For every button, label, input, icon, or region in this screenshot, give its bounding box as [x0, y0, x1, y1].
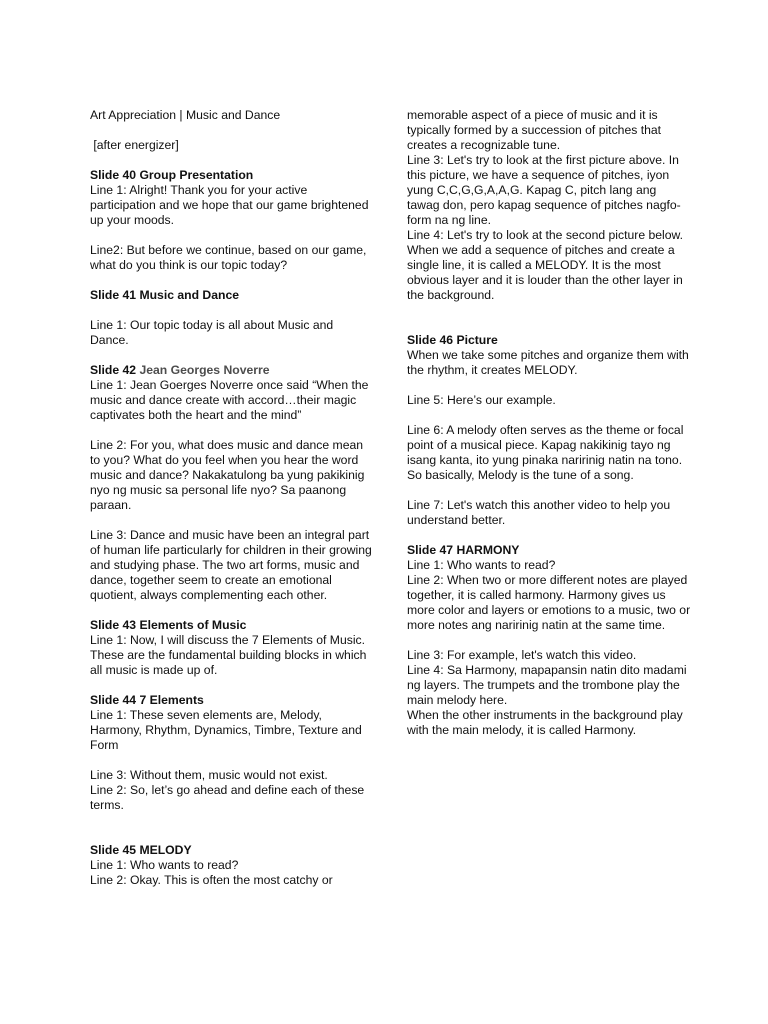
slide-46-heading: Slide 46 Picture — [407, 333, 498, 347]
slide-44-section — [90, 693, 375, 753]
slide-42-line-3: Line 3: Dance and music have been an integral part of human life particularly for children in their growing and studying phase. The two art forms, music and dance, together seem to create an emotional quotient, always complementing each other. — [90, 528, 372, 602]
slide-42-line-2: Line 2: For you, what does music and dance mean to you? What do you feel when you hear the word music and dance? Nakakatulong ba yung pakikinig nyo ng music sa personal life nyo? Sa paanong paraan. — [90, 438, 365, 512]
slide-43-heading: Slide 43 Elements of Music — [90, 618, 247, 632]
slide-47-extra: When the other instruments in the background play with the main melody, it is called Harmony. — [407, 708, 683, 737]
slide-42-heading-name: Jean Georges Noverre — [139, 363, 270, 377]
slide-44-lines — [90, 768, 375, 813]
slide-42-heading-prefix: Slide 42 — [90, 363, 140, 377]
melody-continued — [407, 108, 692, 303]
slide-42-section — [90, 363, 375, 423]
slide-46-text: When we take some pitches and organize them with the rhythm, it creates MELODY. — [407, 348, 689, 377]
melody-continued-text: memorable aspect of a piece of music and it is typically formed by a succession of pitches that creates a recognizable tune. — [407, 108, 662, 152]
slide-47-lines — [407, 648, 692, 738]
slide-40-line-1: Line 1: Alright! Thank you for your active participation and we hope that our game brightened up your moods. — [90, 183, 369, 227]
slide-45-line-2: Line 2: Okay. This is often the most catchy or — [90, 873, 333, 887]
left-column — [90, 108, 375, 903]
slide-47-line-2: Line 2: When two or more different notes are played together, it is called harmony. Harmony gives us more color and layers or emotions to a music, two or more notes ang naririnig natin at the same time. — [407, 573, 691, 632]
slide-45-line-4: Line 4: Let's try to look at the second picture below. When we add a sequence of pitches and create a single line, it is called a MELODY. It is the most obvious layer and it is louder than the other layer in the background. — [407, 228, 684, 302]
slide-46-line-7: Line 7: Let's watch this another video to help you understand better. — [407, 498, 671, 527]
slide-47-line-3: Line 3: For example, let's watch this video. — [407, 648, 637, 662]
slide-43-section — [90, 618, 375, 678]
slide-46-section — [407, 333, 692, 378]
slide-42-line-1: Line 1: Jean Goerges Noverre once said “When the music and dance create with accord…their magic captivates both the heart and the mind” — [90, 378, 369, 422]
slide-44-heading: Slide 44 7 Elements — [90, 693, 204, 707]
after-energizer-note: [after energizer] — [90, 138, 179, 152]
slide-47-line-4: Line 4: Sa Harmony, mapapansin natin dito madami ng layers. The trumpets and the trombone play the main melody here. — [407, 663, 687, 707]
slide-46-line-6: Line 6: A melody often serves as the theme or focal point of a musical piece. Kapag nakikinig tayo ng isang kanta, ito yung pinaka naririnig natin na tono. So basically, Melody is the tune of a song. — [407, 423, 684, 482]
slide-40-line-2: Line2: But before we continue, based on our game, what do you think is our topic today? — [90, 243, 367, 272]
slide-47-section — [407, 543, 692, 633]
slide-42-heading — [90, 363, 375, 378]
slide-41-heading: Slide 41 Music and Dance — [90, 288, 240, 302]
slide-44-line-3: Line 3: Without them, music would not exist. — [90, 768, 328, 782]
slide-45-heading: Slide 45 MELODY — [90, 843, 192, 857]
slide-45-line-3: Line 3: Let's try to look at the first picture above. In this picture, we have a sequence of pitches, iyon yung C,C,G,G,A,A,G. Kapag C, pitch lang ang tawag don, pero kapag sequence of pitches nagfo-form na ng line. — [407, 153, 681, 227]
right-column — [407, 108, 692, 753]
slide-45-line-1: Line 1: Who wants to read? — [90, 858, 239, 872]
slide-43-line-1: Line 1: Now, I will discuss the 7 Elements of Music. These are the fundamental building blocks in which all music is made up of. — [90, 633, 367, 677]
slide-47-line-1: Line 1: Who wants to read? — [407, 558, 556, 572]
document-title: Art Appreciation | Music and Dance — [90, 108, 281, 122]
slide-40-section — [90, 168, 375, 228]
slide-41-heading-block — [90, 288, 375, 303]
slide-45-section — [90, 843, 375, 888]
slide-41-line-1: Line 1: Our topic today is all about Music and Dance. — [90, 318, 334, 347]
slide-44-line-1: Line 1: These seven elements are, Melody, Harmony, Rhythm, Dynamics, Timbre, Texture and Form — [90, 708, 362, 752]
slide-40-heading: Slide 40 Group Presentation — [90, 168, 254, 182]
slide-47-heading: Slide 47 HARMONY — [407, 543, 520, 557]
slide-46-line-5: Line 5: Here’s our example. — [407, 393, 556, 407]
slide-44-line-2: Line 2: So, let’s go ahead and define each of these terms. — [90, 783, 365, 812]
